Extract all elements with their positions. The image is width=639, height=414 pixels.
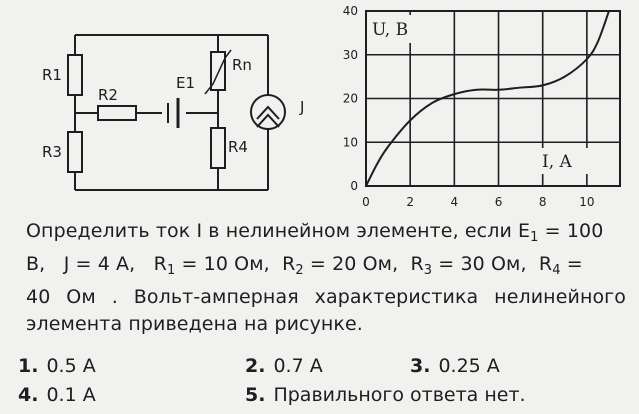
- x-tick-label: 4: [450, 195, 459, 209]
- answer-4-number: 4.: [18, 384, 39, 406]
- answer-option-2[interactable]: [245, 355, 323, 377]
- problem-line-4: элемента приведена на рисунке.: [26, 313, 363, 335]
- vac-graph: [330, 0, 639, 215]
- r3-label: R3: [42, 143, 62, 161]
- r2-resistor: [98, 106, 136, 120]
- y-tick-label: 30: [342, 47, 358, 62]
- problem-statement: [26, 218, 626, 338]
- r1-subscript: 1: [166, 263, 176, 278]
- answer-option-4[interactable]: [18, 384, 96, 406]
- r1-label: R1: [42, 66, 62, 84]
- answer-3-text: 0.25 A: [438, 355, 500, 377]
- y-tick-label: 20: [342, 91, 358, 106]
- problem-line-3: 40 Ом . Вольт-амперная характеристика нелинейного: [26, 286, 626, 308]
- answer-option-5[interactable]: [245, 384, 526, 406]
- r3-resistor: [68, 132, 82, 172]
- e1-source: [162, 98, 186, 128]
- l2b: = 10 Ом, R: [175, 253, 296, 275]
- y-tick-label: 10: [342, 135, 358, 150]
- rn-nonlinear-element: [205, 50, 231, 94]
- answer-2-text: 0.7 A: [273, 355, 323, 377]
- x-tick-label: 6: [494, 195, 503, 209]
- r4-label: R4: [228, 138, 248, 156]
- l2e: =: [560, 253, 583, 275]
- j-current-source: [251, 95, 285, 129]
- problem-line-1: [26, 218, 626, 251]
- graph-ylabel: U, B: [372, 20, 409, 40]
- answer-option-3[interactable]: [410, 355, 500, 377]
- x-tick-label: 10: [579, 195, 595, 209]
- y-tick-label: 40: [342, 4, 358, 18]
- r4-resistor: [211, 128, 225, 168]
- answer-5-text: Правильного ответа нет.: [273, 384, 526, 406]
- answer-option-1[interactable]: [18, 355, 96, 377]
- problem-line-1-text: Определить ток I в нелинейном элементе, если E: [26, 220, 531, 242]
- answer-1-text: 0.5 A: [46, 355, 96, 377]
- l2c: = 20 Ом, R: [303, 253, 424, 275]
- e1-subscript: 1: [530, 230, 539, 245]
- r2-subscript: 2: [295, 263, 304, 278]
- r2-label: R2: [98, 86, 118, 104]
- j-label: J: [300, 98, 305, 116]
- x-tick-label: 8: [538, 195, 547, 209]
- circuit-diagram: [0, 0, 330, 205]
- graph-xlabel: I, A: [542, 152, 572, 172]
- answer-4-text: 0.1 A: [46, 384, 96, 406]
- problem-line-1-tail: = 100: [538, 220, 604, 242]
- x-tick-label: 0: [362, 195, 370, 209]
- x-tick-label: 2: [406, 195, 414, 209]
- r4-subscript: 4: [552, 263, 561, 278]
- l2a: B, J = 4 A, R: [26, 253, 167, 275]
- l2d: = 30 Ом, R: [432, 253, 553, 275]
- problem-line-2: [26, 251, 626, 284]
- answer-3-number: 3.: [410, 355, 431, 377]
- y-tick-label: 0: [350, 179, 358, 193]
- e1-label: E1: [176, 74, 196, 92]
- rn-label: Rn: [232, 56, 252, 74]
- answer-1-number: 1.: [18, 355, 39, 377]
- answer-2-number: 2.: [245, 355, 266, 377]
- r3-subscript: 3: [423, 263, 433, 278]
- r1-resistor: [68, 55, 82, 95]
- answer-5-number: 5.: [245, 384, 266, 406]
